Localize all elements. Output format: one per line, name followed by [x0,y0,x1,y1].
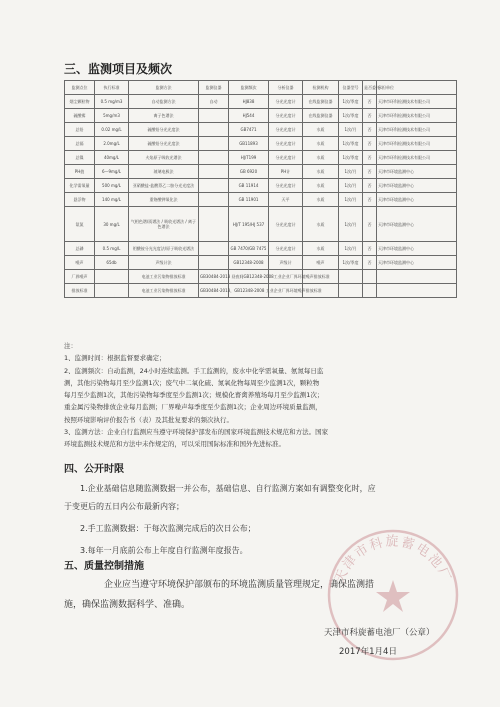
disclosure-item-2: 2.手工监测数据：于每次监测完成后的次日公布； [80,524,256,533]
table-cell: 分光光度计 [269,137,303,151]
table-cell: 140 mg/L [95,193,129,207]
table-cell [339,270,363,284]
table-cell: 天津市环境监测中心 [377,242,457,256]
table-cell: 离子色谱法 [129,109,199,123]
svg-text:天津市科旋蓄电池厂: 天津市科旋蓄电池厂 [332,534,454,586]
table-cell: PH值 [65,165,95,179]
table-cell: 水质 [303,123,339,137]
table-cell: 0.5 mg/L [95,242,129,256]
table-cell: HJ838 [229,95,269,109]
table-cell: 监测频次 [229,81,269,95]
table-cell: 气相色谱/质谱法 / 吸收光谱法 / 离子色谱法 [129,207,199,242]
table-cell: 0.02 mg/L [95,123,129,137]
table-cell: 分光光度计 [269,207,303,242]
table-row [65,109,457,123]
table-cell: PH计 [269,165,303,179]
table-cell [199,193,229,207]
disclosure-item-1-line-1: 1.企业基础信息随监测数据一并公布，基础信息、自行监测方案如有调整变化时，应 [80,484,376,493]
table-row [65,179,457,193]
table-cell: GB 11901 [229,193,269,207]
table-cell [95,270,129,284]
table-cell: HJ544 [229,109,269,123]
table-cell: 玻璃电极法 [129,165,199,179]
table-cell: GB30484-2013，GB12348-2008 工业企业厂界环境噪声排放标准 [199,284,229,298]
section-title-disclosure-timing: 四、公开时限 [64,464,124,475]
table-cell: 检测机构 [303,81,339,95]
table-cell [377,270,457,284]
table-cell: 否 [363,123,377,137]
note-1: 1、监测时间：根据监督要求确定； [64,354,166,363]
notes-block [64,340,446,451]
table-cell: 总镉 [65,137,95,151]
table-cell: 1次/月 [339,242,363,256]
table-cell: 氨氮 [65,207,95,242]
table-cell: 水质 [303,242,339,256]
table-cell: 天平 [269,193,303,207]
note-2-line-2: 测，其他污染物每月至少监测1次；废气中二氧化硫、氮氧化物每周至少监测1次，颗粒物 [64,378,320,387]
table-cell: 1次/季度 [339,95,363,109]
monitoring-table [64,80,457,298]
table-cell: 厂界噪声 [65,270,95,284]
table-cell: 水质 [303,207,339,242]
table-cell [339,284,363,298]
table-cell [363,284,377,298]
quality-control-line-1: 企业应当遵守环境保护部颁布的环境监测质量管理规定，确保监测措 [104,580,375,590]
notes-title: 注： [64,342,77,350]
table-cell: HJ/T199 [229,151,269,165]
table-cell: 噪声 [303,256,339,270]
table-cell: 承担单位 [377,81,457,95]
table-cell: 5mg/m3 [95,109,129,123]
table-cell: 1次/月 [339,193,363,207]
table-cell: 分光光度计 [269,179,303,193]
note-2-line-3: 每月至少监测1次，其他污染物每季度至少监测1次；规模化畜禽养殖场每月至少监测1次； [64,391,324,400]
table-cell: HJ/T 195/HJ 537 [229,207,269,242]
monitoring-table-body [65,81,457,298]
table-cell: 烟尘颗粒物 [65,95,95,109]
table-cell: 65db [95,256,129,270]
table-cell: 亚硝酸盐-盐酸萘乙二胺分光光度法 [129,179,199,193]
table-cell: 硫酸雾 [65,109,95,123]
quality-control-line-2: 施，确保监测数据科学、准确。 [64,600,191,610]
table-cell [199,242,229,256]
table-cell: 1次/季度 [339,256,363,270]
table-cell: 电池工业污染物排放标准 [129,284,199,298]
table-cell [199,137,229,151]
table-cell: 声级计 [269,256,303,270]
table-row [65,151,457,165]
table-cell: 总镍 [65,151,95,165]
table-cell: 40mg/L [95,151,129,165]
table-cell: 否 [363,137,377,151]
table-row [65,137,457,151]
table-cell: 否 [363,165,377,179]
table-cell: 天津市环科检测技术有限公司 [377,137,457,151]
signature-company: 天津市科旋蓄电池厂（公章） [324,628,435,638]
table-cell: 天津市环科检测技术有限公司 [377,95,457,109]
table-cell: 分光光度计 [269,242,303,256]
table-row [65,270,457,284]
table-cell: 在线监测仪器 [303,109,339,123]
note-2-line-5: 按照环境影响评价报告书（表）及其批复要求的频次执行。 [64,415,233,424]
table-cell: 仪器型号 [339,81,363,95]
table-cell: 自动监测方法 [129,95,199,109]
table-cell: 天津市环境监测中心 [377,193,457,207]
section-title-quality-control: 五、质量控制措施 [64,561,144,572]
table-cell [199,179,229,193]
table-cell [199,151,229,165]
table-cell: 硫酸铅分光光度法 [129,123,199,137]
table-cell: 分光光度计 [269,123,303,137]
table-cell [199,123,229,137]
table-cell: 监测仪器 [199,81,229,95]
table-cell: 水质 [303,165,339,179]
table-cell: 水质 [303,151,339,165]
table-cell: 硫酸铅分光光度法 [129,137,199,151]
table-cell: 水质 [303,179,339,193]
table-cell: 火焰原子吸收光谱法 [129,151,199,165]
table-cell [95,284,129,298]
table-cell: 天津市环科检测技术有限公司 [377,109,457,123]
table-cell: 在线监测仪器 [303,95,339,109]
table-cell [199,256,229,270]
table-row [65,165,457,179]
table-cell: 否 [363,179,377,193]
table-cell: 6—9mg/L [95,165,129,179]
table-cell: 天津市环境监测中心 [377,165,457,179]
table-cell [199,165,229,179]
table-cell: 总铅 [65,123,95,137]
table-cell: GB12348-2008 [229,256,269,270]
table-cell: 1次/月 [339,179,363,193]
table-row [65,242,457,256]
table-cell: 是否委托 [363,81,377,95]
table-header-row [65,81,457,95]
table-row [65,193,457,207]
table-cell: 天津市环境监测中心 [377,179,457,193]
disclosure-item-1-line-2: 于变更后的五日内公布最新内容； [64,502,184,511]
table-row [65,207,457,242]
note-3-line-2: 环境监测技术规范和方法中未作规定的，可以采用国际标准和国外先进标准。 [64,440,285,449]
table-cell: 电池工业污染物排放标准 [129,270,199,284]
table-cell: GB 6920 [229,165,269,179]
table-cell: 否 [363,207,377,242]
table-cell: 30 mg/L [95,207,129,242]
table-cell: 自动 [199,95,229,109]
table-cell: GB30484-2013 昼夜间GB12348-2008工业企业厂界环境噪声排放标准 [199,270,229,284]
table-cell: 否 [363,242,377,256]
table-cell: 1次/月 [339,165,363,179]
table-cell: GB 11914 [229,179,269,193]
table-cell: 1次/季度 [339,137,363,151]
table-cell: 化学需氧量 [65,179,95,193]
table-cell: 天津市环境监测中心 [377,207,457,242]
table-cell: 分光光度计 [269,95,303,109]
table-cell [199,207,229,242]
table-cell [377,284,457,298]
table-cell: 天津市环科检测技术有限公司 [377,151,457,165]
table-cell: 悬浮物 [65,193,95,207]
note-2-line-1: 2、监测频次：自动监测，24小时连续监测。手工监测的，废水中化学需氧量、氨氮每日监 [64,366,324,375]
table-cell [199,109,229,123]
table-cell: 监测点位 [65,81,95,95]
table-cell: 1次/月 [339,123,363,137]
table-cell: 分析仪器 [269,81,303,95]
table-cell: 0.5 mg/m3 [95,95,129,109]
disclosure-item-3: 3.每年一月底前公布上年度自行监测年度报告。 [80,546,248,555]
table-row [65,95,457,109]
table-row [65,284,457,298]
table-cell: 否 [363,109,377,123]
table-cell: 总磷 [65,242,95,256]
table-cell: 噪声 [65,256,95,270]
table-cell: 水质 [303,193,339,207]
table-cell: 否 [363,95,377,109]
table-cell: GB11893 [229,137,269,151]
table-cell: 否 [363,256,377,270]
table-cell: GB 7470/GB 7475 [229,242,269,256]
table-cell: 2.0mg/L [95,137,129,151]
table-cell: 天津市环境监测中心 [377,256,457,270]
table-cell: 否 [363,193,377,207]
table-cell [363,270,377,284]
table-row [65,123,457,137]
signature-date: 2017年1月4日 [339,647,397,657]
table-cell: 声级计法 [129,256,199,270]
note-3-line-1: 3、监测方法：企业自行监测应当遵守环境保护部发布的国家环境监测技术规范和方法。国家 [64,428,329,437]
table-cell: 钼酸铵分光光度法/原子吸收光谱法 [129,242,199,256]
table-cell: 天津市环科检测技术有限公司 [377,123,457,137]
table-cell: 重铬酸钾氧化法 [129,193,199,207]
table-cell: 排放标准 [65,284,95,298]
table-cell: 监测方法 [129,81,199,95]
note-2-line-4: 重金属污染物排放企业每月监测；厂界噪声每季度至少监测1次；企业周边环境质量监测， [64,403,322,412]
table-row [65,256,457,270]
table-cell: 否 [363,151,377,165]
table-cell: GB7471 [229,123,269,137]
table-cell: 1次/季度 [339,109,363,123]
table-cell: 分光光度计 [269,109,303,123]
section-title-monitoring-items: 三、监测项目及频次 [64,62,173,76]
table-cell: 1次/季度 [339,151,363,165]
table-cell: 水质 [303,137,339,151]
table-cell: 500 mg/L [95,179,129,193]
table-cell: 分光光度计 [269,151,303,165]
table-cell: 执行标准 [95,81,129,95]
table-cell: 1次/月 [339,207,363,242]
